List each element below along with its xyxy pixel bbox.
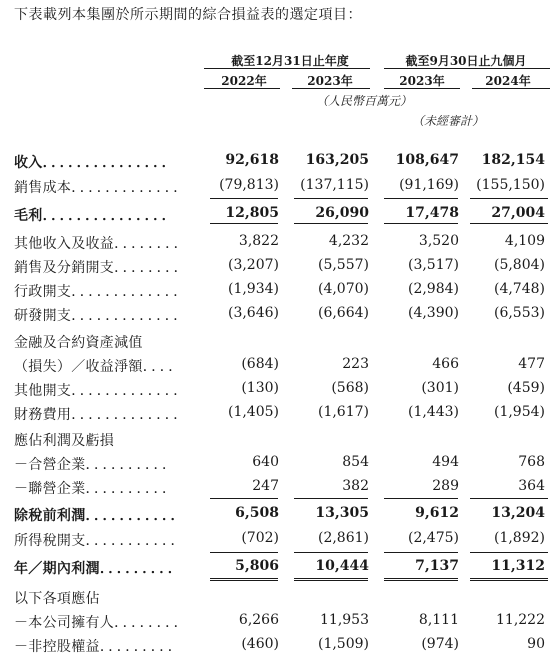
row-label-text: 行政開支 (14, 284, 72, 300)
value-2024-nine-months: 768 (518, 454, 545, 470)
row-label (14, 152, 177, 172)
value-2024-nine-months: 364 (518, 478, 545, 494)
value-2022: 92,618 (225, 152, 279, 168)
row-label (14, 558, 183, 578)
header-group-nine-months: 截至9月30日止九個月 (405, 54, 527, 68)
row-label (14, 380, 189, 400)
row-label (14, 356, 184, 376)
value-2024-nine-months: 11,222 (496, 612, 545, 628)
value-2024-nine-months: (1,954) (493, 404, 545, 420)
value-2023-nine-months: 466 (432, 356, 459, 372)
value-2023-nine-months: 494 (432, 454, 459, 470)
header-year-2023: 2023年 (307, 74, 353, 88)
column-total-rule (294, 578, 368, 581)
value-2023-nine-months: (2,475) (407, 530, 459, 546)
column-total-rule (294, 223, 368, 224)
row-leader-dots: ．．．．．．．．．．．．．．． (42, 155, 178, 171)
value-2024-nine-months: (5,804) (493, 257, 545, 273)
row-leader-dots: ．．．．．．．．．．．．． (71, 383, 189, 399)
column-total-rule (470, 552, 548, 553)
column-total-rule (470, 498, 548, 499)
header-group-nine-rule (384, 68, 550, 69)
value-2023: 10,444 (315, 558, 369, 574)
row-label-text: 毛利 (14, 208, 43, 224)
value-2022: (460) (241, 636, 279, 652)
value-2023: (137,115) (300, 177, 369, 193)
header-year-2022: 2022年 (221, 74, 267, 88)
row-label (14, 636, 183, 656)
table-row (0, 233, 557, 257)
column-total-rule (210, 498, 278, 499)
value-2024-nine-months: 477 (518, 356, 545, 372)
value-2023: (2,861) (317, 530, 369, 546)
value-2023-nine-months: 108,647 (395, 152, 459, 168)
column-total-rule (210, 578, 278, 581)
value-2023: (4,070) (317, 281, 369, 297)
row-label-text: 收入 (14, 155, 43, 171)
value-2024-nine-months: 90 (527, 636, 545, 652)
value-2022: (79,813) (219, 177, 279, 193)
row-label-text: －本公司擁有人 (14, 615, 115, 631)
table-row (0, 281, 557, 305)
column-total-rule (470, 223, 548, 224)
row-label (14, 430, 114, 450)
header-rule-2022 (204, 88, 280, 89)
row-label (14, 612, 189, 632)
row-label (14, 177, 189, 197)
value-2022: (1,934) (227, 281, 279, 297)
value-2024-nine-months: 13,204 (491, 505, 545, 521)
row-label-text: 以下各項應佔 (14, 591, 100, 607)
value-2023-nine-months: (4,390) (407, 305, 459, 321)
value-2022: (1,405) (227, 404, 279, 420)
header-year-2024-nine: 2024年 (485, 74, 531, 88)
value-2022: (130) (241, 380, 279, 396)
row-leader-dots: ．．．． (142, 359, 184, 375)
row-leader-dots: ．．．．．．．．． (99, 561, 184, 577)
value-2023-nine-months: (301) (421, 380, 459, 396)
value-2023-nine-months: (3,517) (407, 257, 459, 273)
table-row (0, 257, 557, 281)
table-row (0, 205, 557, 229)
table-row (0, 305, 557, 329)
value-2023: 11,953 (320, 612, 369, 628)
table-row (0, 430, 557, 454)
value-2023: (6,664) (317, 305, 369, 321)
table-row (0, 612, 557, 636)
row-leader-dots: ．．．．．．．．．． (85, 481, 178, 497)
column-total-rule (470, 198, 548, 199)
column-total-rule (384, 223, 458, 224)
value-2023-nine-months: (974) (421, 636, 459, 652)
table-row (0, 380, 557, 404)
header-group-year-rule (204, 68, 370, 69)
row-label-text: －非控股權益 (14, 639, 100, 655)
value-2023-nine-months: 8,111 (418, 612, 459, 628)
row-label-text: 除稅前利潤 (14, 508, 86, 524)
value-2023: 26,090 (315, 205, 369, 221)
value-2022: 640 (252, 454, 279, 470)
column-total-rule (384, 578, 458, 581)
row-leader-dots: ．．．．．．．．． (99, 639, 184, 655)
row-label (14, 530, 186, 550)
value-2022: 5,806 (235, 558, 279, 574)
column-total-rule (294, 198, 368, 199)
value-2023-nine-months: (91,169) (399, 177, 459, 193)
row-label-text: 其他開支 (14, 383, 72, 399)
value-2024-nine-months: 11,312 (491, 558, 545, 574)
table-row (0, 454, 557, 478)
row-label-text: 年／期內利潤 (14, 561, 100, 577)
value-2022: (3,646) (227, 305, 279, 321)
value-2023: 382 (342, 478, 369, 494)
row-leader-dots: ．．．．．．．．．．．．． (71, 180, 189, 196)
row-label (14, 332, 143, 352)
table-row (0, 356, 557, 380)
value-2022: 12,805 (225, 205, 279, 221)
column-total-rule (210, 552, 278, 553)
row-label (14, 478, 178, 498)
unaudited-note: （未經審計） (412, 114, 485, 128)
value-2024-nine-months: 182,154 (481, 152, 545, 168)
value-2023: (568) (331, 380, 369, 396)
row-leader-dots: ．．．．．．．．．．．．． (71, 407, 189, 423)
row-label-text: －合營企業 (14, 457, 86, 473)
value-2023-nine-months: 3,520 (418, 233, 459, 249)
value-2022: 3,822 (238, 233, 279, 249)
row-label-text: （損失）／收益淨額 (14, 359, 143, 375)
row-label-text: 所得稅開支 (14, 533, 86, 549)
row-leader-dots: ．．．．．．．． (114, 615, 190, 631)
row-label-text: －聯營企業 (14, 481, 86, 497)
row-leader-dots: ．．．．．．．．．．．．． (71, 284, 189, 300)
row-leader-dots: ．．．．．．．． (114, 236, 190, 252)
value-2024-nine-months: (1,892) (493, 530, 545, 546)
table-row (0, 588, 557, 612)
row-label-text: 銷售成本 (14, 180, 72, 196)
value-2024-nine-months: (155,150) (476, 177, 545, 193)
table-row (0, 332, 557, 356)
value-2022: (702) (241, 530, 279, 546)
column-total-rule (384, 198, 458, 199)
row-label (14, 257, 189, 277)
column-total-rule (384, 552, 458, 553)
row-label (14, 281, 189, 301)
row-label (14, 505, 186, 525)
row-leader-dots: ．．．．．．．．．． (85, 457, 178, 473)
table-row (0, 505, 557, 529)
column-total-rule (210, 198, 278, 199)
value-2022: 6,266 (238, 612, 279, 628)
value-2024-nine-months: (459) (507, 380, 545, 396)
row-label (14, 233, 189, 253)
value-2023: 163,205 (305, 152, 369, 168)
value-2023: 854 (342, 454, 369, 470)
table-row (0, 152, 557, 176)
value-2023: 13,305 (315, 505, 369, 521)
header-rule-2023 (292, 88, 370, 89)
column-total-rule (384, 498, 458, 499)
column-total-rule (294, 552, 368, 553)
value-2023-nine-months: 289 (432, 478, 459, 494)
row-leader-dots: ．．．．．．．．．．． (85, 508, 186, 524)
row-leader-dots: ．．．．．．．．．．．．．．． (42, 208, 178, 224)
row-label-text: 金融及合約資產減值 (14, 335, 143, 351)
row-label-text: 銷售及分銷開支 (14, 260, 115, 276)
value-2023: 223 (342, 356, 369, 372)
row-label-text: 研發開支 (14, 308, 72, 324)
header-year-2023-nine: 2023年 (399, 74, 445, 88)
row-label-text: 財務費用 (14, 407, 72, 423)
value-2022: (684) (241, 356, 279, 372)
table-row (0, 530, 557, 554)
value-2022: (3,207) (227, 257, 279, 273)
row-label-text: 應佔利潤及虧損 (14, 433, 115, 449)
value-2023-nine-months: 7,137 (415, 558, 459, 574)
column-total-rule (210, 223, 278, 224)
value-2024-nine-months: (4,748) (493, 281, 545, 297)
row-label (14, 404, 189, 424)
table-row (0, 636, 557, 660)
row-leader-dots: ．．．．．．．．．．．．． (71, 308, 189, 324)
row-leader-dots: ．．．．．．．． (114, 260, 190, 276)
value-2023-nine-months: (2,984) (407, 281, 459, 297)
value-2023: 4,232 (328, 233, 369, 249)
value-2022: 6,508 (235, 505, 279, 521)
row-leader-dots: ．．．．．．．．．．． (85, 533, 186, 549)
column-total-rule (470, 578, 548, 581)
row-label (14, 205, 177, 225)
table-row (0, 404, 557, 428)
column-total-rule (294, 498, 368, 499)
value-2023: (1,617) (317, 404, 369, 420)
value-2022: 247 (252, 478, 279, 494)
value-2023-nine-months: 9,612 (415, 505, 459, 521)
row-label (14, 588, 100, 608)
row-label (14, 454, 178, 474)
value-2023-nine-months: (1,443) (407, 404, 459, 420)
unit-note: （人民幣百萬元） (316, 94, 413, 108)
header-group-year: 截至12月31日止年度 (231, 54, 349, 68)
value-2024-nine-months: 4,109 (504, 233, 545, 249)
value-2023: (1,509) (317, 636, 369, 652)
value-2024-nine-months: (6,553) (493, 305, 545, 321)
value-2024-nine-months: 27,004 (491, 205, 545, 221)
value-2023-nine-months: 17,478 (405, 205, 459, 221)
header-rule-2023-nine (384, 88, 460, 89)
header-rule-2024-nine (472, 88, 550, 89)
value-2023: (5,557) (317, 257, 369, 273)
row-label-text: 其他收入及收益 (14, 236, 115, 252)
row-label (14, 305, 189, 325)
intro-text: 下表載列本集團於所示期間的綜合損益表的選定項目： (14, 7, 362, 23)
